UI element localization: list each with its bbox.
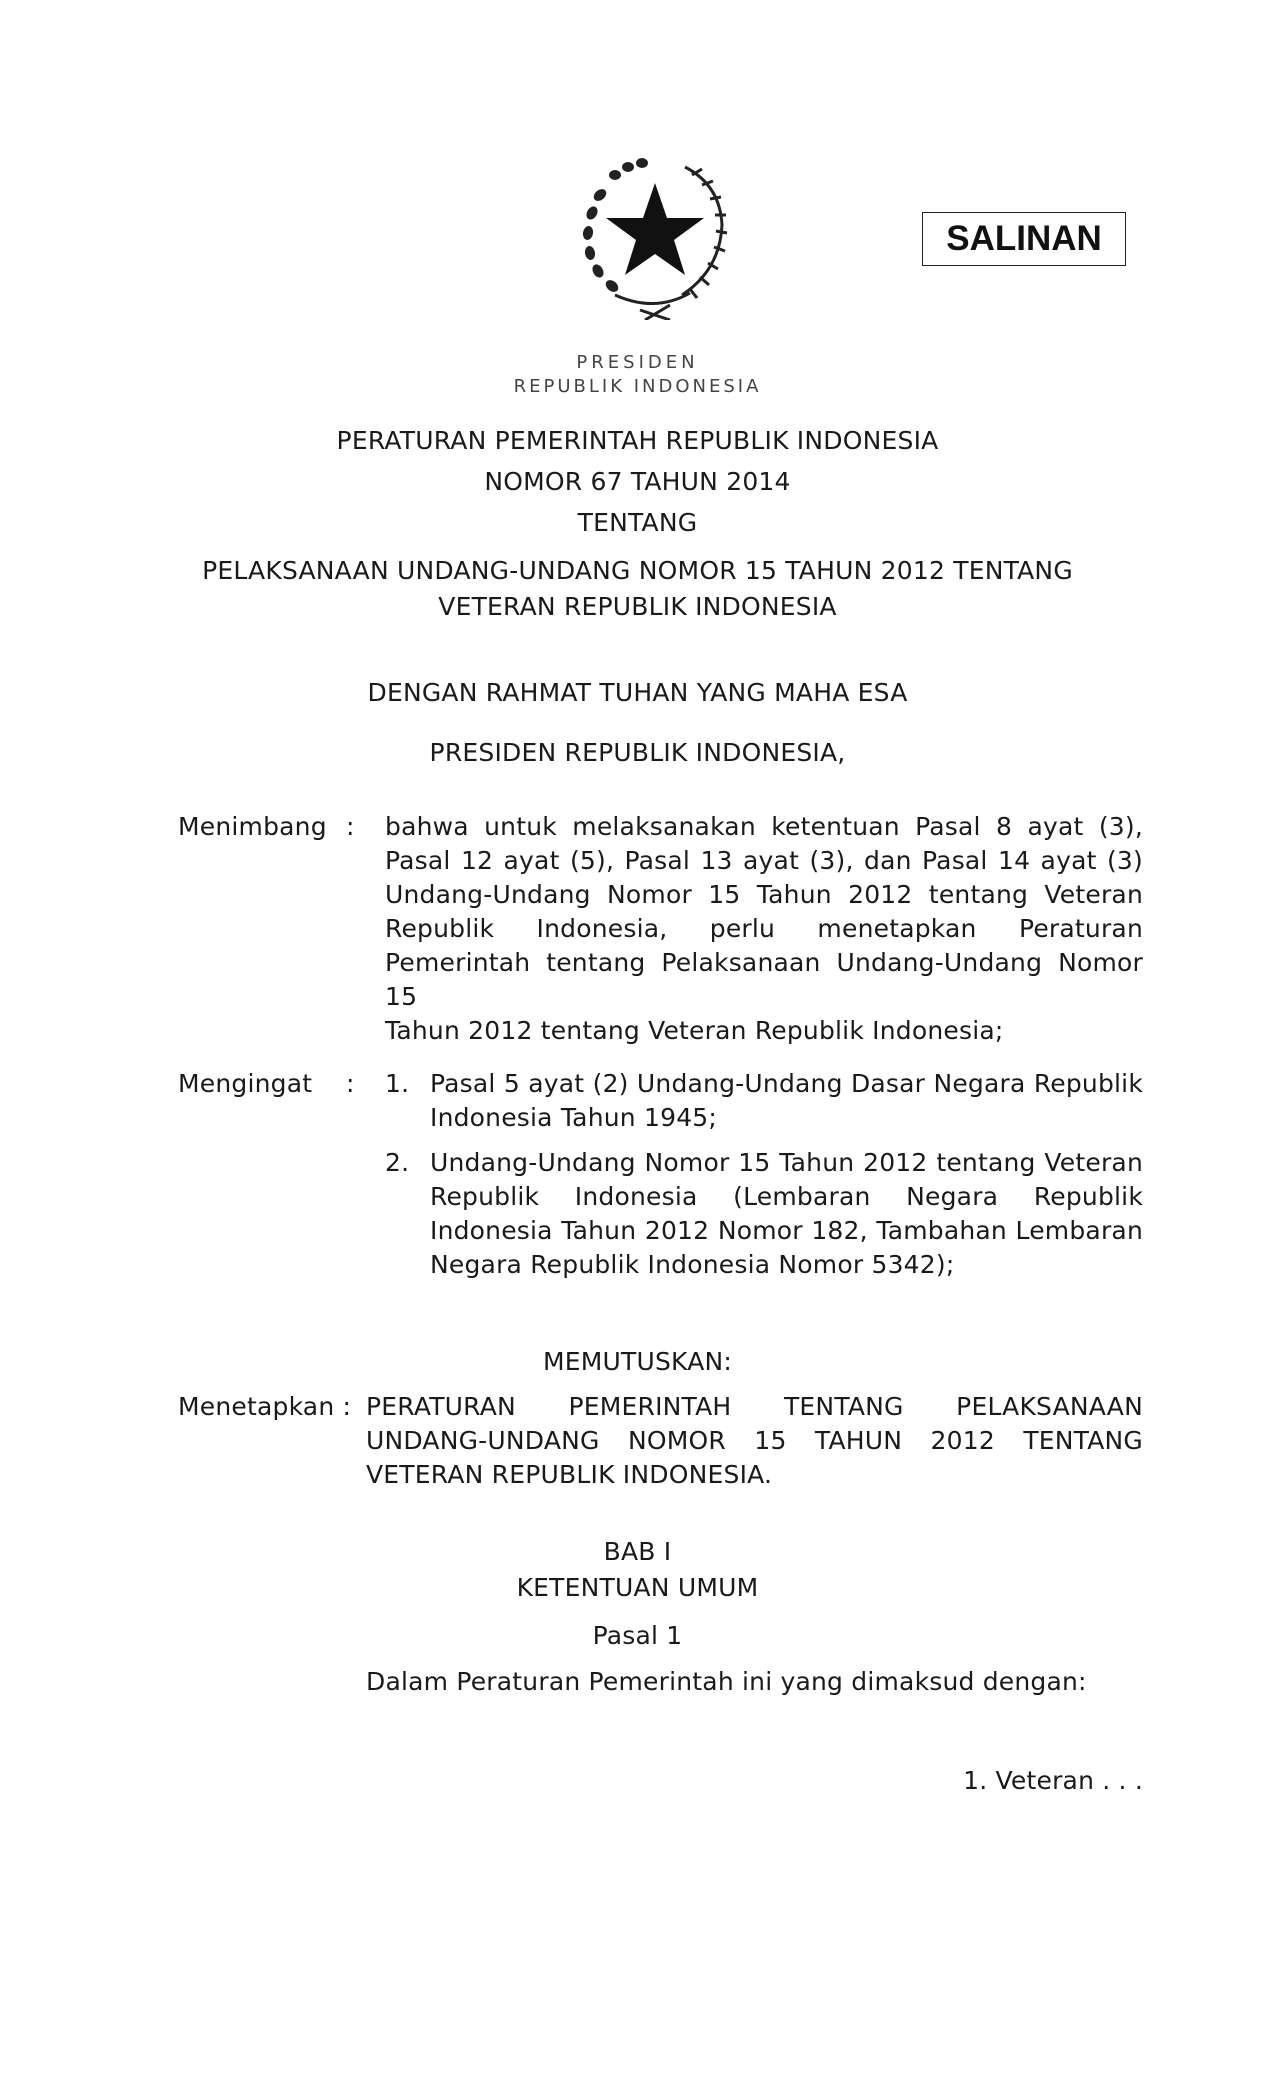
rahmat-line: DENGAN RAHMAT TUHAN YANG MAHA ESA [367, 678, 908, 707]
menimbang-colon: : [346, 812, 355, 841]
title-line-3: TENTANG [577, 508, 698, 537]
pasal-heading: Pasal 1 [592, 1621, 683, 1650]
menetapkan-line: PERATURAN PEMERINTAH TENTANG PELAKSANAAN [366, 1392, 1143, 1421]
bab-title: KETENTUAN UMUM [516, 1573, 759, 1602]
pasal-intro: Dalam Peraturan Pemerintah ini yang dimaksud dengan: [366, 1667, 1087, 1696]
emblem-caption-republik: REPUBLIK INDONESIA [513, 376, 762, 397]
menimbang-line: Pasal 12 ayat (5), Pasal 13 ayat (3), dan Pasal 14 ayat (3) [385, 846, 1143, 875]
mengingat-line: Indonesia Tahun 2012 Nomor 182, Tambahan Lembaran [430, 1216, 1143, 1245]
menimbang-label: Menimbang [178, 812, 327, 841]
title-line-1: PERATURAN PEMERINTAH REPUBLIK INDONESIA [336, 426, 939, 455]
menimbang-text [385, 810, 1143, 1048]
title-line-5: VETERAN REPUBLIK INDONESIA [438, 592, 837, 621]
emblem-caption-presiden: PRESIDEN [576, 352, 699, 373]
menetapkan-text [366, 1390, 1143, 1492]
mengingat-colon: : [346, 1069, 355, 1098]
menetapkan-line: VETERAN REPUBLIK INDONESIA. [366, 1460, 773, 1489]
mengingat-item-1-number: 1. [385, 1069, 410, 1098]
garuda-star-emblem-icon [570, 155, 740, 320]
bab-number: BAB I [603, 1537, 672, 1566]
menimbang-line: Tahun 2012 tentang Veteran Republik Indonesia; [385, 1016, 1004, 1045]
title-line-4: PELAKSANAAN UNDANG-UNDANG NOMOR 15 TAHUN 2012 TENTANG [202, 556, 1073, 585]
mengingat-label: Mengingat [178, 1069, 313, 1098]
mengingat-item-1 [430, 1067, 1143, 1135]
continuation-marker: 1. Veteran . . . [963, 1766, 1143, 1795]
menetapkan-label: Menetapkan : [178, 1392, 352, 1421]
menimbang-line: Republik Indonesia, perlu menetapkan Peraturan [385, 914, 1143, 943]
menimbang-line: Undang-Undang Nomor 15 Tahun 2012 tentang Veteran [385, 880, 1143, 909]
salinan-stamp: SALINAN [922, 212, 1126, 266]
mengingat-line: Republik Indonesia (Lembaran Negara Republik [430, 1182, 1143, 1211]
memutuskan-heading: MEMUTUSKAN: [542, 1347, 733, 1376]
mengingat-line: Negara Republik Indonesia Nomor 5342); [430, 1250, 955, 1279]
mengingat-line: Undang-Undang Nomor 15 Tahun 2012 tentang Veteran [430, 1148, 1143, 1177]
title-line-2: NOMOR 67 TAHUN 2014 [484, 467, 791, 496]
mengingat-item-2 [430, 1146, 1143, 1282]
mengingat-line: Pasal 5 ayat (2) Undang-Undang Dasar Negara Republik [430, 1069, 1143, 1098]
menetapkan-line: UNDANG-UNDANG NOMOR 15 TAHUN 2012 TENTANG [366, 1426, 1143, 1455]
mengingat-item-2-number: 2. [385, 1148, 410, 1177]
menimbang-line: Pemerintah tentang Pelaksanaan Undang-Undang Nomor 15 [385, 948, 1143, 1011]
mengingat-line: Indonesia Tahun 1945; [430, 1103, 718, 1132]
presiden-line: PRESIDEN REPUBLIK INDONESIA, [429, 738, 846, 767]
menimbang-line: bahwa untuk melaksanakan ketentuan Pasal 8 ayat (3), [385, 812, 1143, 841]
